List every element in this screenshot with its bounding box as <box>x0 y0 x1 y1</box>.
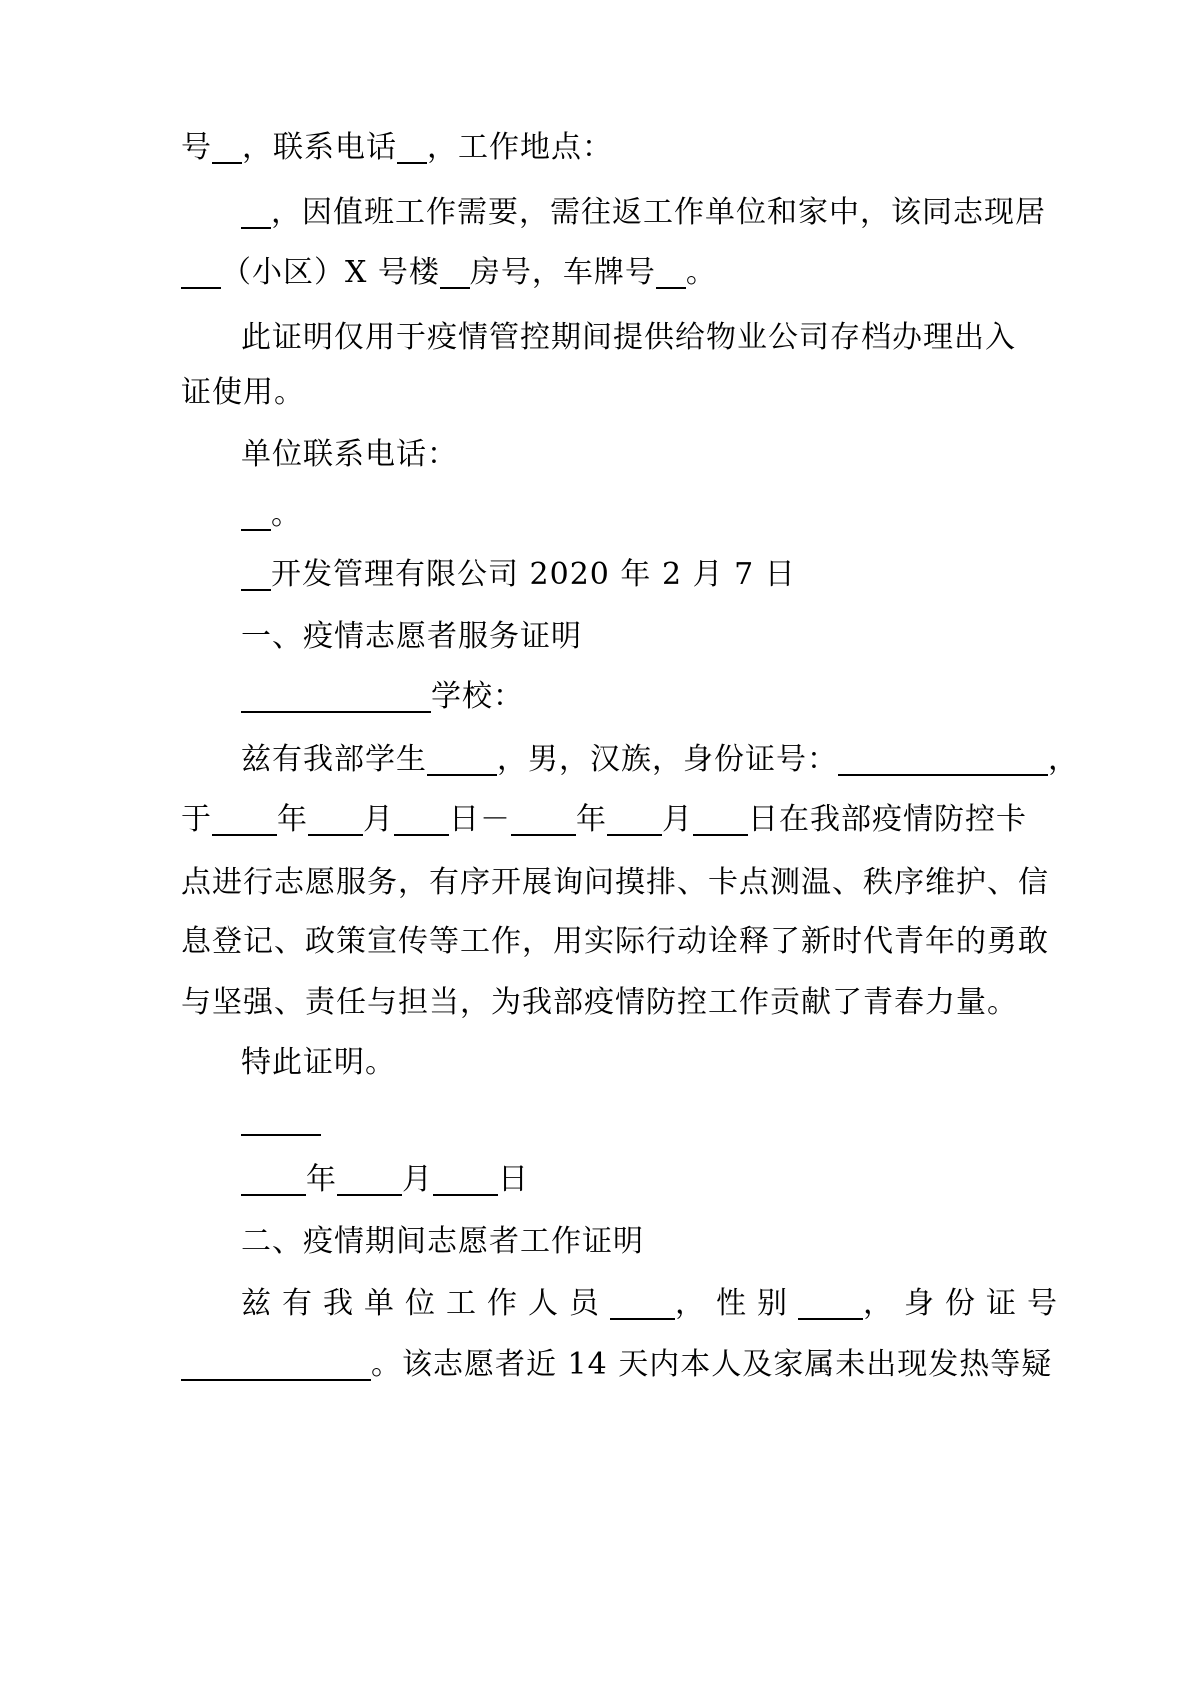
blank <box>607 800 662 836</box>
blank <box>181 1345 371 1381</box>
blank <box>397 128 427 164</box>
text: 。 <box>685 255 717 290</box>
text: ，身份证号 <box>863 1286 1068 1321</box>
text: 兹有我单位工作人员 <box>241 1286 610 1321</box>
blank <box>241 193 271 229</box>
text: 。 <box>271 497 302 532</box>
text: 日在我部疫情防控卡 <box>748 802 1027 837</box>
duty-line <box>241 193 1081 233</box>
text: 月 <box>363 802 394 837</box>
paragraph-line: 息登记、政策宣传等工作，用实际行动诠释了新时代青年的勇敢 <box>181 924 1049 959</box>
text: ，工作地点： <box>427 130 613 165</box>
blank <box>394 800 449 836</box>
text: ，性别 <box>675 1286 798 1321</box>
text: ，联系电话 <box>242 130 397 165</box>
section-title: 二、疫情期间志愿者工作证明 <box>241 1224 644 1259</box>
date-line <box>241 1160 1081 1200</box>
blank <box>241 495 271 531</box>
text: 。该志愿者近 14 天内本人及家属未出现发热等疑 <box>371 1347 1053 1382</box>
text: 房号，车牌号 <box>469 255 656 290</box>
blank <box>241 677 431 713</box>
paragraph-line: 与坚强、责任与担当，为我部疫情防控工作贡献了青春力量。 <box>181 985 1018 1020</box>
text: 日 <box>498 1162 529 1197</box>
paragraph-line: 此证明仅用于疫情管控期间提供给物业公司存档办理出入 <box>241 320 1016 355</box>
blank <box>241 1100 321 1136</box>
blank <box>656 253 686 289</box>
section-title: 一、疫情志愿者服务证明 <box>241 619 582 654</box>
blank <box>427 740 497 776</box>
blank <box>798 1284 863 1320</box>
worker-line <box>241 1284 1081 1324</box>
text: 学校： <box>431 679 524 714</box>
paragraph-line: 点进行志愿服务，有序开展询问摸排、卡点测温、秩序维护、信 <box>181 865 1049 900</box>
text: 月 <box>662 802 693 837</box>
health-line <box>181 1345 1053 1385</box>
blank <box>693 800 748 836</box>
blank <box>433 1160 498 1196</box>
closing-text: 特此证明。 <box>241 1045 396 1080</box>
blank <box>181 253 221 289</box>
blank <box>241 1160 306 1196</box>
unit-phone-label: 单位联系电话： <box>241 437 458 472</box>
text: ，因值班工作需要，需往返工作单位和家中，该同志现居 <box>271 195 1046 230</box>
blank <box>838 740 1048 776</box>
student-line <box>241 740 1081 780</box>
unit-phone-value <box>241 495 1081 535</box>
address-line <box>181 253 1021 293</box>
blank <box>337 1160 402 1196</box>
paragraph-line: 证使用。 <box>181 375 305 410</box>
text: 日－ <box>449 802 511 837</box>
text: 号 <box>181 130 212 165</box>
signature-line <box>241 1100 1081 1140</box>
blank <box>212 128 242 164</box>
blank <box>308 800 363 836</box>
blank <box>212 800 277 836</box>
text: 年 <box>277 802 308 837</box>
contact-line <box>181 128 1021 168</box>
text: 开发管理有限公司 2020 年 2 月 7 日 <box>271 557 796 592</box>
text: （小区）X 号楼 <box>221 255 440 290</box>
text: 年 <box>306 1162 337 1197</box>
signature-date-line <box>241 555 1081 595</box>
blank <box>610 1284 675 1320</box>
text: 于 <box>181 802 212 837</box>
text: 兹有我部学生 <box>241 742 427 777</box>
text: ， <box>1048 742 1079 777</box>
text: 月 <box>402 1162 433 1197</box>
text: 年 <box>576 802 607 837</box>
text: ，男，汉族，身份证号： <box>497 742 838 777</box>
date-range-line <box>181 800 1027 840</box>
school-line <box>241 677 1081 717</box>
blank <box>241 555 271 591</box>
blank <box>440 253 470 289</box>
blank <box>511 800 576 836</box>
